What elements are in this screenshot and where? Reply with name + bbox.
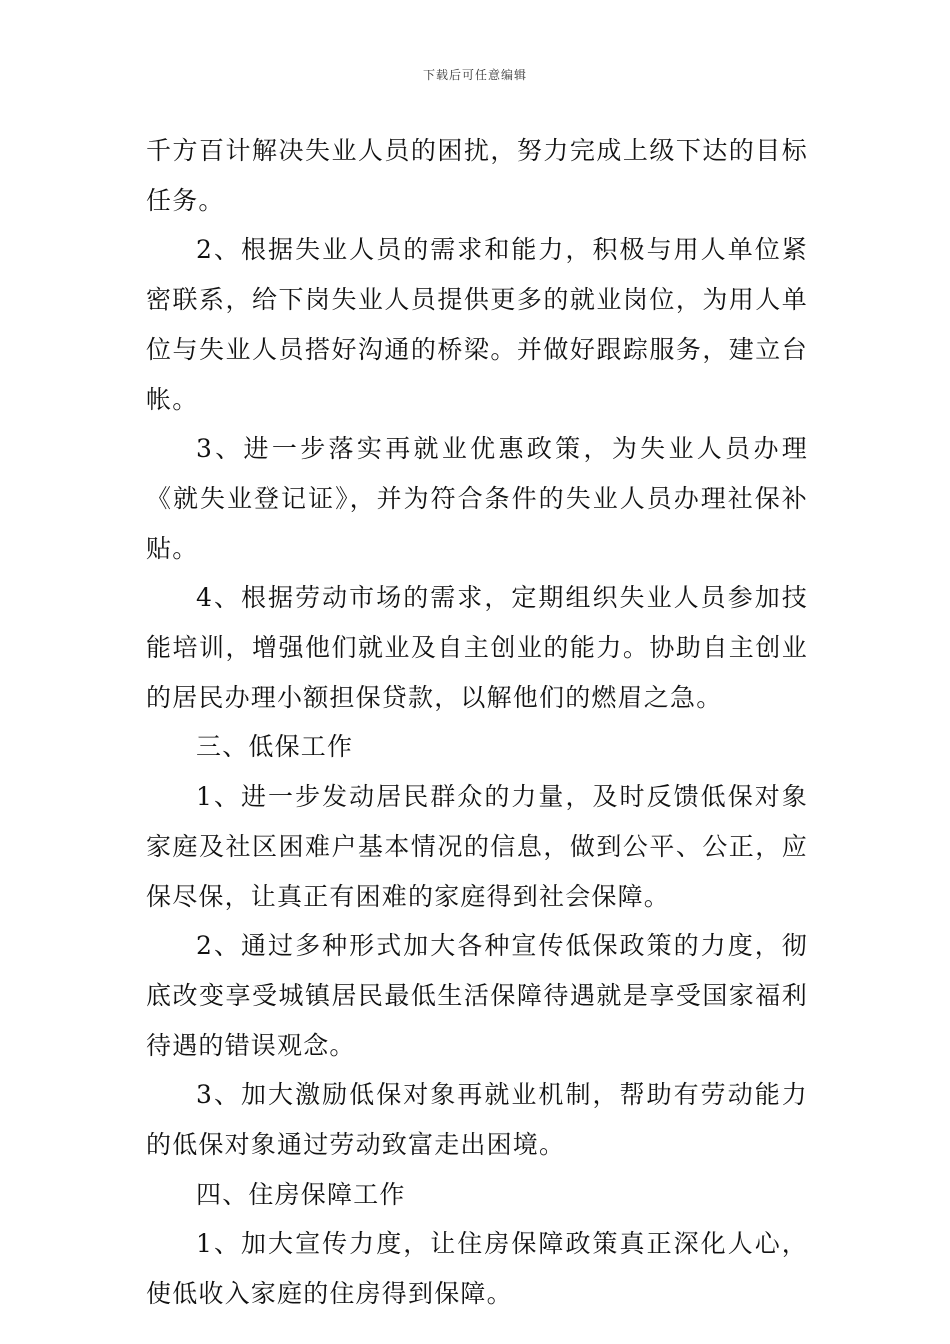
paragraph: 2、根据失业人员的需求和能力，积极与用人单位紧密联系，给下岗失业人员提供更多的就业岗位，为用人单位与失业人员搭好沟通的桥梁。并做好跟踪服务，建立台帐。 (146, 235, 808, 414)
paragraph: 3、进一步落实再就业优惠政策，为失业人员办理《就失业登记证》，并为符合条件的失业人员办理社保补贴。 (146, 434, 808, 563)
section-heading: 四、住房保障工作 (196, 1179, 406, 1209)
paragraph: 1、加大宣传力度，让住房保障政策真正深化人心，使低收入家庭的住房得到保障。 (146, 1229, 808, 1309)
paragraph: 1、进一步发动居民群众的力量，及时反馈低保对象家庭及社区困难户基本情况的信息，做到公平、公正，应保尽保，让真正有困难的家庭得到社会保障。 (146, 782, 808, 911)
paragraph: 千方百计解决失业人员的困扰，努力完成上级下达的目标任务。 (146, 136, 808, 215)
section-heading: 三、低保工作 (196, 732, 354, 762)
paragraph: 3、加大激励低保对象再就业机制，帮助有劳动能力的低保对象通过劳动致富走出困境。 (146, 1080, 808, 1160)
paragraph: 2、通过多种形式加大各种宣传低保政策的力度，彻底改变享受城镇居民最低生活保障待遇就是享受国家福利待遇的错误观念。 (146, 931, 808, 1060)
header-note: 下载后可任意编辑 (422, 68, 527, 82)
document-body (146, 126, 808, 1319)
paragraph: 4、根据劳动市场的需求，定期组织失业人员参加技能培训，增强他们就业及自主创业的能力。协助自主创业的居民办理小额担保贷款，以解他们的燃眉之急。 (146, 583, 808, 712)
